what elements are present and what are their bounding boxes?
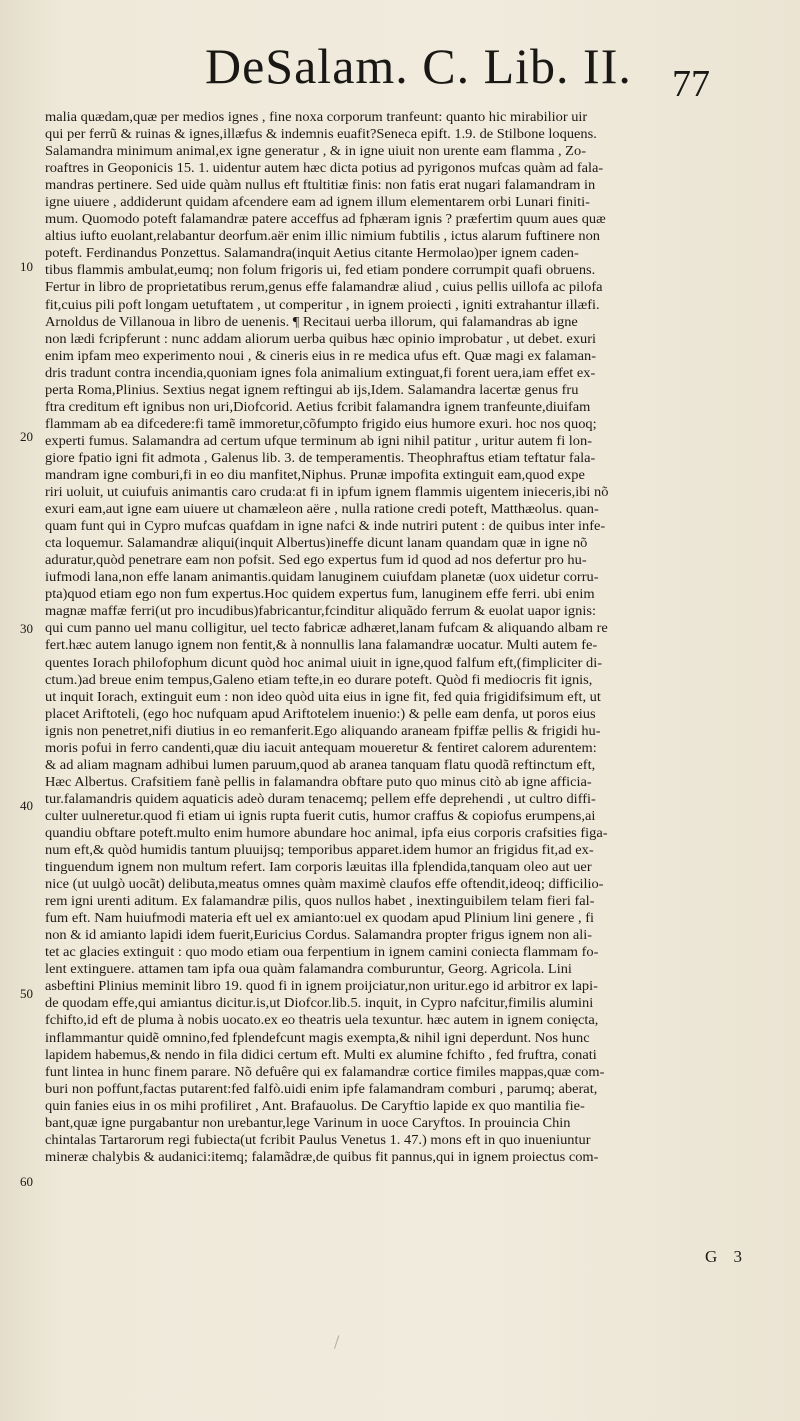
text-line <box>45 1011 773 1028</box>
text-line <box>45 1114 773 1131</box>
text-line <box>45 244 773 261</box>
text-line-content: qui cum panno uel manu colligitur, uel tecto fabricæ adhæret,lanam fufcam & aliquando albam re <box>45 620 608 636</box>
text-line <box>45 790 773 807</box>
text-line-content: aduratur,quòd penetrare eam non pofsit. Sed ego expertus fum id quod ad nos defertur pro hu- <box>45 552 587 568</box>
text-line-content: fum eft. Nam huiufmodi materia eft uel ex amianto:uel ex quodam apud Plinium lini genere , fi <box>45 910 595 926</box>
text-line-content: flammam ab ea difcedere:fi tamẽ immoretur,cõfumpto frigido eius humore exuri. hoc nos quoq; <box>45 415 597 431</box>
text-line <box>45 261 773 278</box>
text-line <box>45 892 773 909</box>
margin-line-number: 20 <box>20 429 33 444</box>
margin-line-number: 60 <box>20 1174 33 1189</box>
text-line <box>45 671 773 688</box>
text-line <box>45 619 773 636</box>
margin-line-number: 40 <box>20 798 33 813</box>
text-line <box>45 875 773 892</box>
text-line <box>45 722 773 739</box>
text-line-content: funt lintea in hunc finem parare. Nõ defuêre qui ex falamandræ cortice fimiles mappas,quæ com- <box>45 1063 605 1079</box>
text-line-content: lapidem habemus,& nendo in fila didici certum eft. Multi ex alumine fchifto , fed fruftra, conati <box>45 1046 597 1062</box>
text-line-content: non lædi fcripferunt : nunc addam aliorum uerba quibus hæc opinio improbatur , ut debet. exuri <box>45 330 597 346</box>
text-line <box>45 534 773 551</box>
text-line <box>45 330 773 347</box>
text-line <box>45 415 773 432</box>
text-line <box>45 108 773 125</box>
text-line-content: giore fpatio igni fit admota , Galenus lib. 3. de temperamentis. Theophraftus etiam teftatur fala- <box>45 449 596 465</box>
text-line <box>45 688 773 705</box>
text-line <box>45 313 773 330</box>
text-line <box>45 278 773 295</box>
text-line-content: moris pofui in ferro candenti,quæ diu iacuit antequam moueretur & fentiret calorem adurentem: <box>45 739 597 755</box>
text-line-content: inflammantur quidẽ omnino,fed fplendefcunt magis exempta,& nihil igni deperdunt. Nos hunc <box>45 1029 590 1045</box>
page-number: 77 <box>672 63 710 105</box>
text-line-content: ut inquit Iorach, extinguit eum : non ideo quòd uita eius in igne fit, fed quia frigidifsimum eft, ut <box>45 688 601 704</box>
text-line <box>45 483 773 500</box>
text-line-content: malia quædam,quæ per medios ignes , fine noxa corporum tranfeunt: quanto hic mirabilior uir <box>45 109 588 124</box>
text-line <box>45 432 773 449</box>
text-line-content: tibus flammis ambulat,eumq; non folum frigoris ui, fed etiam pondere corrumpit quafi obruens. <box>45 262 596 278</box>
text-line-content: mandram igne comburi,fi in eo diu manfitet,Niphus. Prunæ impofita extinguit eam,quod expe <box>45 466 585 482</box>
text-line-content: qui per ferrũ & ruinas & ignes,illæfus & indemnis euafit?Seneca epift. 1.9. de Stilbone loquens. <box>45 126 597 142</box>
text-line-content: nice (ut uulgò uocãt) delibuta,meatus omnes quàm maximè claufos effe oftendit,ideoq; difficilio- <box>45 876 604 892</box>
text-line-content: Arnoldus de Villanoua in libro de uenenis. ¶ Recitaui uerba illorum, qui falamandras ab igne <box>45 313 578 329</box>
text-line <box>45 193 773 210</box>
text-line-content: quentes Iorach philofophum dicunt quòd hoc animal uiuit in igne,quod falfum eft,(fimpliciter di- <box>45 654 603 670</box>
text-line <box>45 1046 773 1063</box>
text-line <box>45 1131 773 1148</box>
text-line-content: mandras pertinere. Sed uide quàm nullus eft ftultitiæ finis: non fatis erat nugari falamandram in <box>45 177 596 193</box>
text-line-content: asbeftini Plinius meminit libro 19. quod fi in ignem proijciatur,non uritur.ego id arbitror ex lapi- <box>45 978 598 994</box>
text-line-content: dris tradunt contra incendia,quoniam ignes fola animalium extinguat,fi forent uera,iam effet ex- <box>45 364 596 380</box>
text-line <box>45 807 773 824</box>
text-line <box>45 449 773 466</box>
text-line-content: enim ipfam meo experimento noui , & cineris eius in re medica ufus eft. Quæ magi ex falaman- <box>45 347 597 363</box>
text-line-content: ftra creditum eft ignibus non uri,Diofcorid. Aetius fcribit falamandra ignem tranfeunte,diuifam <box>45 398 591 414</box>
text-line-content: tur.falamandris quidem aquaticis adeò duram tenacemq; pellem effe deprehendi , ut cultro diffi- <box>45 790 596 806</box>
text-line <box>45 977 773 994</box>
text-line <box>45 994 773 1011</box>
text-line <box>45 466 773 483</box>
text-line <box>45 585 773 602</box>
text-line <box>45 551 773 568</box>
body-text <box>45 108 773 1165</box>
running-title: DeSalam. C. Lib. II. <box>205 38 632 94</box>
text-line <box>45 1029 773 1046</box>
stray-ink-mark <box>334 1335 345 1350</box>
text-line <box>45 364 773 381</box>
text-line <box>45 909 773 926</box>
text-line-content: exuri eam,aut igne eam uiuere ut chamæleon aëre , nulla ratione credi poteft, Matthæolus. quan- <box>45 501 599 517</box>
text-line-content: experti fumus. Salamandra ad certum ufque terminum ab igni nihil patitur , uritur autem fi lon- <box>45 432 593 448</box>
text-line <box>45 773 773 790</box>
text-line-content: fit,cuius pili poft longam uetuftatem , ut comperitur , in ignem proiecti , igniti extrahantur illæfi. <box>45 296 600 312</box>
text-line <box>45 756 773 773</box>
text-line <box>45 125 773 142</box>
text-line <box>45 858 773 875</box>
text-line-content: fert.hæc autem lanugo ignem non fentit,& à nonnullis lana falamandræ uocatur. Multi autem fe- <box>45 637 598 653</box>
text-line-content: quandiu obftare poteft.multo enim humore abundare hoc animal, ipfa eius corporis crafsities figa- <box>45 824 608 840</box>
text-line <box>45 1080 773 1097</box>
text-line-content: bant,quæ igne purgabantur non urebantur,lege Varinum in uoce Caryftos. In prouincia Chin <box>45 1114 571 1130</box>
text-line-content: pta)quod etiam ego non fum expertus.Hoc quidem expertus fum, lanuginem effe ferri. ubi enim <box>45 586 595 602</box>
text-line-content: quin fanies eius in os mihi profiliret , Ant. Brafauolus. De Caryftio lapide ex quo mantilia fie- <box>45 1097 585 1113</box>
text-line <box>45 381 773 398</box>
text-line <box>45 705 773 722</box>
text-line <box>45 1097 773 1114</box>
text-line <box>45 210 773 227</box>
text-line-content: ignis non penetret,nifi diutius in eo remanferit.Ego aliquando araneam fpiffæ pellis & frigidi hu- <box>45 722 601 738</box>
text-line <box>45 1063 773 1080</box>
text-line-content: cta loquemur. Salamandræ aliqui(inquit Albertus)ineffe dicunt lanam quandam quæ in igne nõ <box>45 535 588 551</box>
text-line <box>45 142 773 159</box>
text-line-content: Salamandra minimum animal,ex igne generatur , & in igne uiuit non urente eam flamma , Zo- <box>45 143 586 159</box>
text-line <box>45 517 773 534</box>
text-line-content: buri non poffunt,factas putarent:fed falfò.uidi enim ipfe falamandram comburi , parumq; aberat, <box>45 1080 598 1096</box>
text-line-content: poteft. Ferdinandus Ponzettus. Salamandra(inquit Aetius citante Hermolao)per ignem caden- <box>45 245 579 261</box>
text-line-content: mum. Quomodo poteft falamandræ patere acceffus ad fphæram ignis ? præfertim quum aues quæ <box>45 211 606 227</box>
text-line <box>45 636 773 653</box>
text-line <box>45 841 773 858</box>
text-line <box>45 654 773 671</box>
text-line-content: tet ac glacies extinguit : quo modo etiam oua ferpentium in ignem camini coniecta flammam fo- <box>45 944 599 960</box>
text-line-content: perta Roma,Plinius. Sextius negat ignem reftingui ab ijs,Idem. Salamandra lacertæ genus fru <box>45 381 579 397</box>
text-line <box>45 296 773 313</box>
text-line <box>45 176 773 193</box>
text-line-content: iufmodi lana,non effe lanam animantis.quidam lanuginem cuiufdam planetæ (uox uidetur corru- <box>45 569 599 585</box>
text-line-content: altius iufto euolant,relabantur deorfum.aër enim illic nimium fubtilis , ictus alarum fuftinere non <box>45 228 601 244</box>
text-line-content: non & id amianto lapidi idem fuerit,Euricius Cordus. Salamandra propter frigus ignem non ali- <box>45 927 593 943</box>
text-line <box>45 398 773 415</box>
text-line-content: rem igni urenti aditum. Ex falamandræ pilis, quos nullos habet , inextinguibilem telam fieri fal- <box>45 893 595 909</box>
text-line-content: magnæ maffæ ferri(ut pro incudibus)fabricantur,fcinditur aliquãdo ferrum & euolat uapor ignis: <box>45 603 596 619</box>
text-line-content: & ad aliam magnam adhibui lumen paruum,quod ab aranea tanquam flatu quodã reftinctum eft, <box>45 756 596 772</box>
text-line-content: de quodam effe,qui amiantus dicitur.is,ut Diofcor.lib.5. inquit, in Cypro nafcitur,fimilis alumini <box>45 995 594 1011</box>
text-line-content: num eft,& quòd humidis tantum pluuijsq; temporibus apparet.idem humor an frigidus fit,ad ex- <box>45 842 594 858</box>
text-line-content: mineræ chalybis & audanici:itemq; falamãdræ,de quibus fit pannus,qui in ignem proiectus com- <box>45 1148 599 1164</box>
text-line <box>45 500 773 517</box>
text-line <box>45 159 773 176</box>
text-line-content: culter uulneretur.quod fi etiam ui ignis rupta fuerit cutis, humor craffus & copiofus erumpens,ai <box>45 807 596 823</box>
text-line-content: chintalas Tartarorum regi fubiecta(ut fcribit Paulus Venetus 1. 47.) mons eft in quo inueniuntur <box>45 1131 591 1147</box>
text-line <box>45 824 773 841</box>
text-line-content: igne uiuere , addiderunt quidam afcendere eam ad ignem illum elementarem orbi Lunari finiti- <box>45 194 590 210</box>
text-line-content: roaftres in Geoponicis 15. 1. uidentur autem hæc dicta potius ad pyrigonos mufcas quàm ad fala- <box>45 160 604 176</box>
text-line-content: lent extinguere. attamen tam ipfa oua quàm falamandra comburuntur, Georg. Agricola. Lini <box>45 961 572 977</box>
text-line-content: tinguendum ignem non multum refert. Iam corporis læuitas illa fplendida,tanquam oleo aut uer <box>45 859 592 875</box>
text-line-content: fchifto,id eft de pluma à nobis uocato.ex eo theatris uela texuntur. hæc autem in ignem conięcta, <box>45 1012 599 1028</box>
margin-line-number: 50 <box>20 986 33 1001</box>
text-line-content: placet Ariftoteli, (ego hoc nufquam apud Ariftotelem inuenio:) & pelle eam denfa, ut poros eius <box>45 705 596 721</box>
text-line-content: ctum.)ad breue enim tempus,Galeno etiam tefte,in eo durare poteft. Quòd fi mediocris fit ignis, <box>45 671 593 687</box>
text-line <box>45 1148 773 1165</box>
margin-line-number: 10 <box>20 259 33 274</box>
text-line <box>45 602 773 619</box>
text-line <box>45 347 773 364</box>
margin-line-number: 30 <box>20 621 33 636</box>
text-line-content: Fertur in libro de proprietatibus rerum,genus effe falamandræ aliud , cuius pellis uillofa ac pilofa <box>45 279 603 295</box>
text-line <box>45 739 773 756</box>
text-line-content: Hæc Albertus. Crafsitiem fanè pellis in falamandra obftare puto quo minus citò ab igne afficia- <box>45 773 592 789</box>
text-line <box>45 943 773 960</box>
text-line-content: riri uoluit, ut cuiufuis animantis caro cruda:at fi in ipfum ignem flammis uigentem inieceris,ibi nõ <box>45 484 609 500</box>
signature-mark: G 3 <box>705 1247 749 1266</box>
text-line <box>45 568 773 585</box>
text-line <box>45 227 773 244</box>
text-line <box>45 926 773 943</box>
text-line <box>45 960 773 977</box>
text-line-content: quam funt qui in Cypro mufcas quafdam in igne nafci & inde nutriri putent : de quibus inter infe- <box>45 518 606 534</box>
